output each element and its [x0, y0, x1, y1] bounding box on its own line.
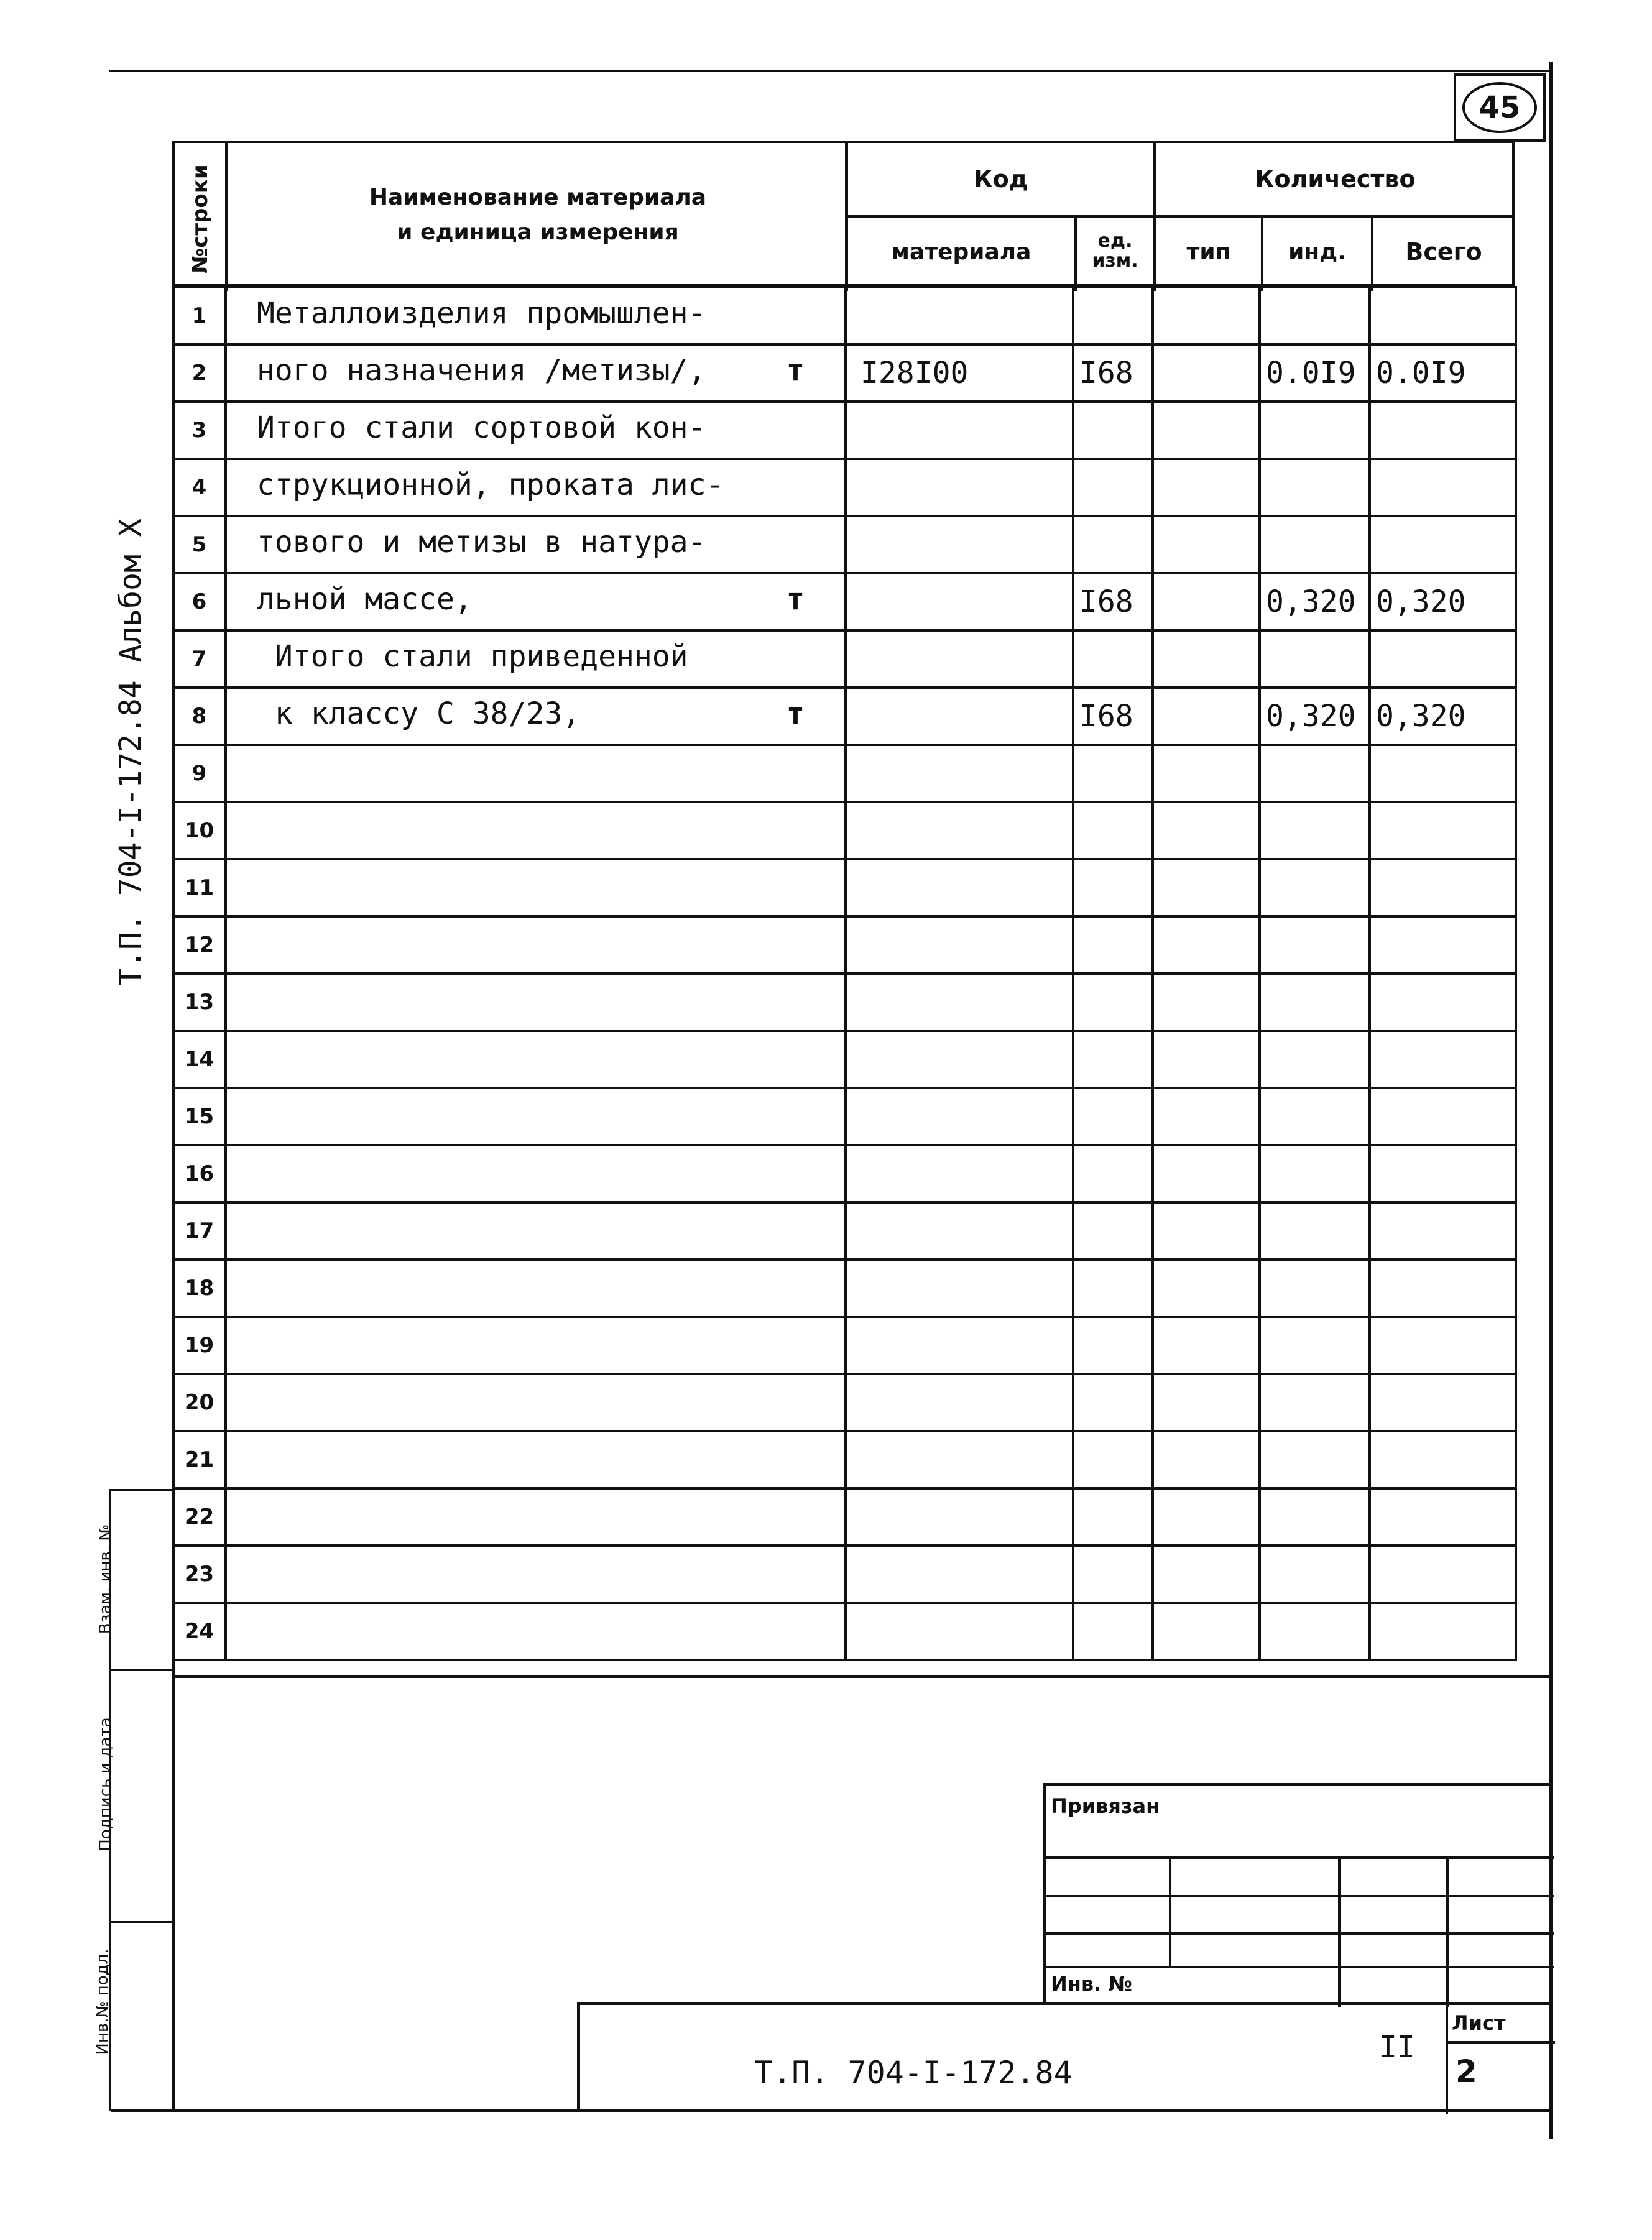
row-name: тового и метизы в натура- — [257, 525, 706, 560]
table-body — [172, 286, 1517, 1661]
sheet-divider — [1446, 2005, 1448, 2114]
row-type-cell — [1153, 630, 1260, 688]
row-number: 18 — [184, 1276, 215, 1301]
row-type-cell — [1153, 974, 1260, 1031]
sheet-mid-line — [1446, 2041, 1555, 2044]
row-type-cell — [1153, 1260, 1260, 1317]
row-unit-code-cell — [1073, 1317, 1153, 1374]
table-row — [173, 1317, 1516, 1374]
row-total-cell — [1370, 688, 1516, 745]
stamp-top-line — [172, 1675, 1552, 1678]
row-number: 7 — [192, 647, 207, 671]
row-material-code-cell — [846, 344, 1073, 402]
row-number-cell — [173, 1031, 226, 1088]
row-material-code-cell — [846, 802, 1073, 859]
row-total-cell — [1370, 516, 1516, 573]
row-ind-cell — [1260, 1546, 1370, 1603]
row-unit: т — [787, 353, 805, 388]
table-row — [173, 1145, 1516, 1202]
row-ind-cell — [1260, 516, 1370, 573]
row-ind-cell — [1260, 1317, 1370, 1374]
header-qty-type: тип — [1186, 239, 1231, 265]
row-name-cell — [226, 1260, 846, 1317]
row-ind-cell — [1260, 688, 1370, 745]
row-ind-cell — [1260, 916, 1370, 974]
row-name-cell — [226, 287, 846, 344]
row-ind: 0,320 — [1266, 584, 1356, 619]
row-unit-code: I68 — [1079, 356, 1133, 390]
header-divider-rowno — [225, 143, 228, 291]
row-material-code-cell — [846, 1031, 1073, 1088]
row-type-cell — [1153, 916, 1260, 974]
row-name-cell — [226, 1431, 846, 1488]
row-material-code-cell — [846, 916, 1073, 974]
row-type-cell — [1153, 802, 1260, 859]
row-number: 15 — [184, 1104, 215, 1129]
table-row — [173, 630, 1516, 688]
row-ind-cell — [1260, 459, 1370, 516]
table-row — [173, 916, 1516, 974]
album-number: II — [1379, 2030, 1415, 2065]
row-number-cell — [173, 802, 226, 859]
row-unit-code-cell — [1073, 1488, 1153, 1546]
row-material-code-cell — [846, 630, 1073, 688]
table-row — [173, 1488, 1516, 1546]
row-number-cell — [173, 1431, 226, 1488]
row-ind-cell — [1260, 1603, 1370, 1660]
row-type-cell — [1153, 745, 1260, 802]
row-material-code-cell — [846, 402, 1073, 459]
row-type-cell — [1153, 573, 1260, 630]
row-number: 21 — [184, 1447, 215, 1472]
table-row — [173, 402, 1516, 459]
row-material-code: I28I00 — [861, 356, 969, 390]
row-total-cell — [1370, 402, 1516, 459]
header-qty-group: Количество — [1255, 165, 1416, 193]
row-type-cell — [1153, 516, 1260, 573]
row-unit-code-cell — [1073, 859, 1153, 916]
row-ind-cell — [1260, 745, 1370, 802]
row-name-cell — [226, 344, 846, 402]
row-material-code-cell — [846, 974, 1073, 1031]
page-number: 45 — [1479, 90, 1521, 125]
row-name-cell — [226, 802, 846, 859]
row-unit-code-cell — [1073, 1431, 1153, 1488]
row-number-cell — [173, 402, 226, 459]
header-name-line2: и единица измерения — [397, 219, 679, 245]
linked-line-4 — [1046, 1966, 1554, 1968]
page-number-oval — [1462, 82, 1537, 133]
row-total-cell — [1370, 1088, 1516, 1145]
row-material-code-cell — [846, 688, 1073, 745]
row-total-cell — [1370, 802, 1516, 859]
row-name: Металлоизделия промышлен- — [257, 296, 706, 331]
table-row — [173, 1260, 1516, 1317]
row-number-cell — [173, 688, 226, 745]
row-ind-cell — [1260, 344, 1370, 402]
row-total-cell — [1370, 287, 1516, 344]
row-number: 3 — [192, 418, 207, 443]
row-number: 20 — [184, 1390, 215, 1415]
row-unit-code-cell — [1073, 573, 1153, 630]
row-number-cell — [173, 1546, 226, 1603]
row-unit-code-cell — [1073, 1145, 1153, 1202]
row-ind-cell — [1260, 1260, 1370, 1317]
row-ind-cell — [1260, 859, 1370, 916]
table-row — [173, 1546, 1516, 1603]
sheet-label: Лист — [1452, 2011, 1506, 2035]
row-unit: т — [787, 696, 805, 731]
row-number: 6 — [192, 589, 207, 614]
row-total-cell — [1370, 1488, 1516, 1546]
row-unit-code: I68 — [1079, 699, 1133, 734]
row-type-cell — [1153, 1088, 1260, 1145]
row-number-cell — [173, 1374, 226, 1431]
row-number-cell — [173, 573, 226, 630]
row-total-cell — [1370, 916, 1516, 974]
table-row — [173, 1603, 1516, 1660]
row-type-cell — [1153, 344, 1260, 402]
row-ind-cell — [1260, 630, 1370, 688]
row-unit-code: I68 — [1079, 584, 1133, 619]
row-number: 16 — [184, 1161, 215, 1186]
page-number-box — [1454, 73, 1546, 142]
side-label: Т.П. 704-I-172.84 Альбом X — [113, 519, 148, 986]
row-name-cell — [226, 1603, 846, 1660]
row-name-cell — [226, 402, 846, 459]
row-number: 2 — [192, 361, 207, 385]
row-number-cell — [173, 1202, 226, 1260]
row-ind: 0.0I9 — [1266, 356, 1356, 390]
row-name: струкционной, проката лис- — [257, 468, 724, 502]
row-unit-code-cell — [1073, 745, 1153, 802]
table-row — [173, 1202, 1516, 1260]
row-number: 24 — [184, 1619, 215, 1644]
row-type-cell — [1153, 1374, 1260, 1431]
row-material-code-cell — [846, 287, 1073, 344]
row-ind-cell — [1260, 1431, 1370, 1488]
row-material-code-cell — [846, 1546, 1073, 1603]
row-type-cell — [1153, 1488, 1260, 1546]
margin-divider-2 — [109, 1669, 173, 1671]
linked-col-3 — [1446, 1856, 1449, 2007]
row-name-cell — [226, 516, 846, 573]
table-row — [173, 974, 1516, 1031]
row-number: 5 — [192, 532, 207, 557]
row-number-cell — [173, 1260, 226, 1317]
row-name: льной массе, — [257, 582, 473, 617]
row-ind-cell — [1260, 802, 1370, 859]
table-row — [173, 344, 1516, 402]
row-unit-code-cell — [1073, 630, 1153, 688]
row-number: 23 — [184, 1562, 215, 1587]
row-number: 1 — [192, 303, 207, 328]
table-row — [173, 859, 1516, 916]
header-row-no: №строки — [188, 164, 213, 274]
row-name-cell — [226, 688, 846, 745]
linked-line-1 — [1046, 1856, 1554, 1859]
row-number: 4 — [192, 475, 207, 500]
row-ind-cell — [1260, 974, 1370, 1031]
header-qty-ind: инд. — [1288, 239, 1346, 265]
row-total-cell — [1370, 459, 1516, 516]
row-unit-code-cell — [1073, 344, 1153, 402]
spec-table — [172, 286, 1517, 1661]
row-number: 12 — [184, 933, 215, 957]
row-material-code-cell — [846, 1488, 1073, 1546]
row-ind: 0,320 — [1266, 699, 1356, 734]
row-unit-code-cell — [1073, 459, 1153, 516]
table-row — [173, 1031, 1516, 1088]
row-name-cell — [226, 1088, 846, 1145]
row-total-cell — [1370, 1431, 1516, 1488]
row-unit-code-cell — [1073, 287, 1153, 344]
table-row — [173, 1088, 1516, 1145]
row-ind-cell — [1260, 1088, 1370, 1145]
row-number: 17 — [184, 1219, 215, 1243]
row-total-cell — [1370, 1202, 1516, 1260]
inv-label: Инв. № — [1051, 1972, 1132, 1996]
header-code-unit: ед. изм. — [1092, 230, 1138, 272]
row-unit-code-cell — [1073, 516, 1153, 573]
frame-top-line — [109, 70, 1551, 72]
table-row — [173, 745, 1516, 802]
margin-divider-3 — [109, 1921, 173, 1923]
row-unit-code-cell — [1073, 1088, 1153, 1145]
row-number-cell — [173, 459, 226, 516]
row-name-cell — [226, 459, 846, 516]
margin-label-inv-podl: Инв.№ подл. — [93, 1948, 112, 2055]
row-total-cell — [1370, 1546, 1516, 1603]
row-number-cell — [173, 859, 226, 916]
row-unit-code-cell — [1073, 1374, 1153, 1431]
header-name-line1: Наименование материала — [369, 185, 707, 210]
table-row — [173, 459, 1516, 516]
row-unit-code-cell — [1073, 688, 1153, 745]
row-unit-code-cell — [1073, 916, 1153, 974]
table-row — [173, 573, 1516, 630]
row-total-cell — [1370, 1603, 1516, 1660]
row-ind-cell — [1260, 402, 1370, 459]
row-total-cell — [1370, 1260, 1516, 1317]
row-total-cell — [1370, 1031, 1516, 1088]
row-total-cell — [1370, 745, 1516, 802]
header-code-material: материала — [891, 239, 1031, 265]
row-type-cell — [1153, 1431, 1260, 1488]
linked-col-2 — [1338, 1856, 1341, 2007]
row-unit-code-cell — [1073, 1202, 1153, 1260]
row-material-code-cell — [846, 516, 1073, 573]
table-row — [173, 1431, 1516, 1488]
row-material-code-cell — [846, 573, 1073, 630]
row-unit-code-cell — [1073, 802, 1153, 859]
row-ind-cell — [1260, 1202, 1370, 1260]
row-material-code-cell — [846, 1374, 1073, 1431]
row-material-code-cell — [846, 745, 1073, 802]
title-block — [577, 2002, 1552, 2111]
header-code-group: Код — [973, 165, 1028, 193]
row-material-code-cell — [846, 859, 1073, 916]
table-row — [173, 1374, 1516, 1431]
table-row — [173, 688, 1516, 745]
row-ind-cell — [1260, 573, 1370, 630]
row-number: 14 — [184, 1047, 215, 1072]
row-number: 19 — [184, 1333, 215, 1358]
row-total-cell — [1370, 630, 1516, 688]
row-total-cell — [1370, 1374, 1516, 1431]
row-number: 11 — [184, 875, 215, 900]
row-number-cell — [173, 344, 226, 402]
row-material-code-cell — [846, 1260, 1073, 1317]
row-number: 10 — [184, 818, 215, 843]
row-name-cell — [226, 1145, 846, 1202]
row-number: 8 — [192, 704, 207, 729]
row-type-cell — [1153, 1603, 1260, 1660]
row-name-cell — [226, 974, 846, 1031]
row-name-cell — [226, 916, 846, 974]
row-type-cell — [1153, 1546, 1260, 1603]
row-name: Итого стали сортовой кон- — [257, 410, 706, 445]
row-number-cell — [173, 1603, 226, 1660]
header-name — [249, 180, 827, 250]
row-material-code-cell — [846, 1431, 1073, 1488]
linked-block — [1043, 1783, 1552, 2004]
row-unit-code-cell — [1073, 1603, 1153, 1660]
table-row — [173, 287, 1516, 344]
row-type-cell — [1153, 1145, 1260, 1202]
row-unit-code-cell — [1073, 1260, 1153, 1317]
row-unit-code-cell — [1073, 974, 1153, 1031]
row-number: 13 — [184, 990, 215, 1015]
row-material-code-cell — [846, 1202, 1073, 1260]
row-unit: т — [787, 582, 805, 617]
row-number-cell — [173, 1317, 226, 1374]
row-ind-cell — [1260, 1374, 1370, 1431]
row-total-cell — [1370, 573, 1516, 630]
margin-label-signature-date: Подпись и дата — [96, 1717, 115, 1851]
row-number-cell — [173, 1488, 226, 1546]
row-total-cell — [1370, 974, 1516, 1031]
row-number-cell — [173, 916, 226, 974]
table-row — [173, 802, 1516, 859]
row-type-cell — [1153, 1031, 1260, 1088]
row-total: 0,320 — [1376, 699, 1466, 734]
row-type-cell — [1153, 459, 1260, 516]
row-type-cell — [1153, 688, 1260, 745]
doc-number: Т.П. 704-I-172.84 — [754, 2055, 1073, 2091]
row-material-code-cell — [846, 1317, 1073, 1374]
row-number-cell — [173, 974, 226, 1031]
row-number-cell — [173, 630, 226, 688]
row-name: к классу С 38/23, — [257, 696, 581, 731]
row-material-code-cell — [846, 1145, 1073, 1202]
row-ind-cell — [1260, 287, 1370, 344]
row-material-code-cell — [846, 1603, 1073, 1660]
row-number: 9 — [192, 761, 207, 786]
row-type-cell — [1153, 402, 1260, 459]
table-row — [173, 516, 1516, 573]
row-material-code-cell — [846, 1088, 1073, 1145]
linked-line-3 — [1046, 1932, 1554, 1935]
row-number-cell — [173, 1145, 226, 1202]
row-name-cell — [226, 745, 846, 802]
row-total-cell — [1370, 344, 1516, 402]
row-name-cell — [226, 1031, 846, 1088]
row-type-cell — [1153, 859, 1260, 916]
table-header — [172, 141, 1515, 288]
row-material-code-cell — [846, 459, 1073, 516]
row-name: ного назначения /метизы/, — [257, 353, 706, 388]
linked-col-1 — [1169, 1856, 1171, 1968]
row-name: Итого стали приведенной — [257, 639, 688, 674]
row-number-cell — [173, 745, 226, 802]
row-type-cell — [1153, 1317, 1260, 1374]
row-total-cell — [1370, 1317, 1516, 1374]
row-total: 0.0I9 — [1376, 356, 1466, 390]
row-unit-code-cell — [1073, 1546, 1153, 1603]
row-name-cell — [226, 573, 846, 630]
row-number-cell — [173, 516, 226, 573]
row-number-cell — [173, 287, 226, 344]
header-qty-total: Всего — [1405, 238, 1482, 265]
row-ind-cell — [1260, 1031, 1370, 1088]
row-name-cell — [226, 1374, 846, 1431]
row-name-cell — [226, 1546, 846, 1603]
row-number-cell — [173, 1088, 226, 1145]
row-ind-cell — [1260, 1145, 1370, 1202]
linked-label: Привязан — [1051, 1794, 1160, 1818]
row-unit-code-cell — [1073, 1031, 1153, 1088]
row-unit-code-cell — [1073, 402, 1153, 459]
row-total-cell — [1370, 1145, 1516, 1202]
linked-line-2 — [1046, 1895, 1554, 1897]
row-name-cell — [226, 859, 846, 916]
sheet-number: 2 — [1456, 2053, 1477, 2090]
row-ind-cell — [1260, 1488, 1370, 1546]
row-name-cell — [226, 630, 846, 688]
row-name-cell — [226, 1317, 846, 1374]
row-number: 22 — [184, 1505, 215, 1529]
row-name-cell — [226, 1202, 846, 1260]
row-total-cell — [1370, 859, 1516, 916]
row-type-cell — [1153, 287, 1260, 344]
margin-divider-1 — [109, 1489, 173, 1491]
row-name-cell — [226, 1488, 846, 1546]
row-type-cell — [1153, 1202, 1260, 1260]
margin-label-vzam-inv: Взам. инв. № — [96, 1524, 115, 1634]
row-total: 0,320 — [1376, 584, 1466, 619]
